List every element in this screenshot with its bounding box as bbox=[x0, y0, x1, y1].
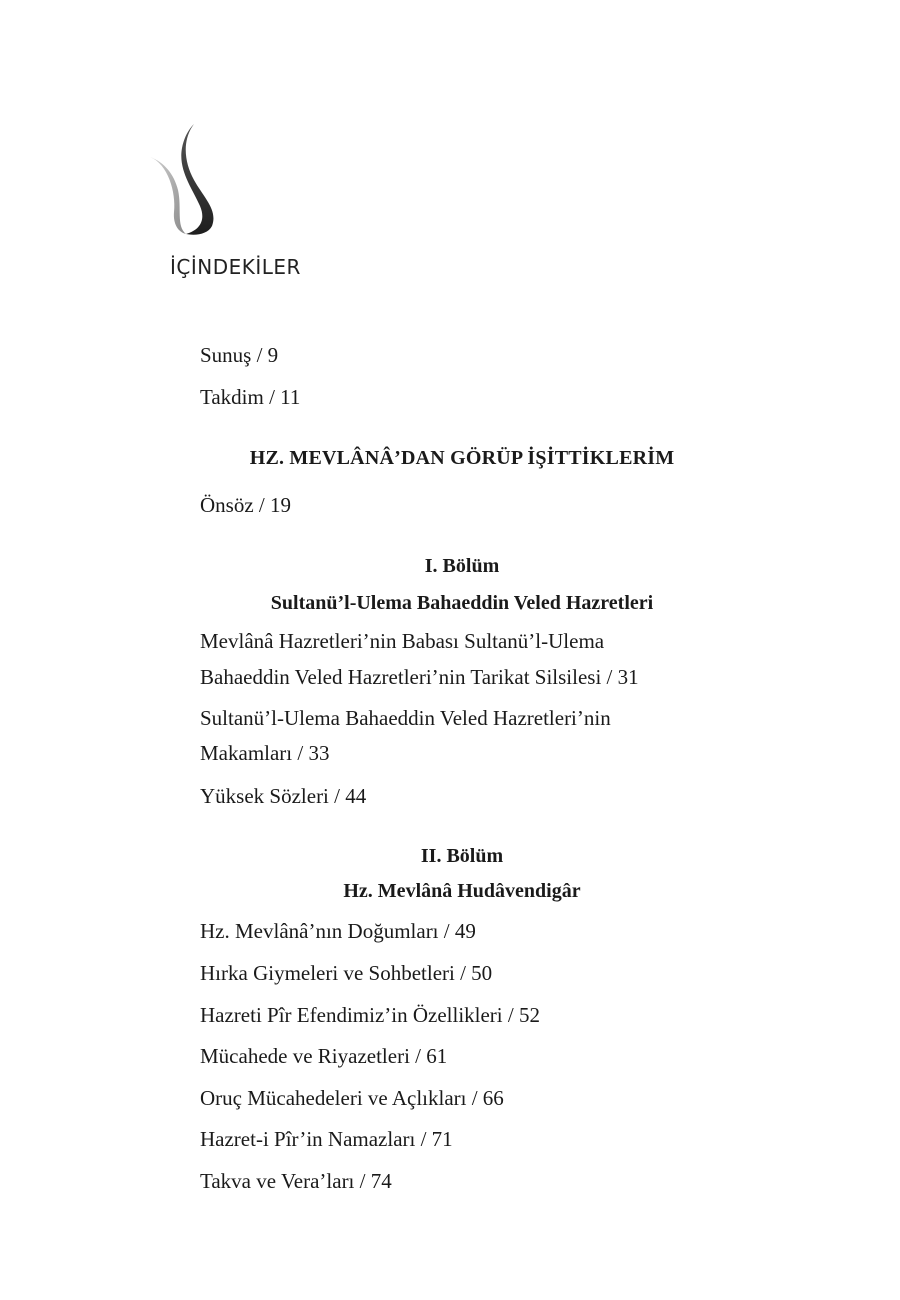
toc-entry: Hz. Mevlânâ’nın Doğumları / 49 bbox=[200, 919, 476, 943]
toc-entry-takdim: Takdim / 11 bbox=[200, 385, 301, 409]
chapter-1-label: I. Bölüm bbox=[424, 555, 500, 577]
chapter-1-title: Sultanü’l-Ulema Bahaeddin Veled Hazretleri bbox=[270, 592, 654, 614]
chapter-2-title: Hz. Mevlânâ Hudâvendigâr bbox=[343, 880, 581, 902]
toc-entry: Makamları / 33 bbox=[200, 741, 330, 765]
toc-entry: Mevlânâ Hazretleri’nin Babası Sultanü’l-Ulema bbox=[200, 629, 605, 653]
page-title: İÇİNDEKİLER bbox=[170, 255, 301, 279]
toc-entry: Takva ve Vera’ları / 74 bbox=[200, 1169, 392, 1193]
toc-entry: Bahaeddin Veled Hazretleri’nin Tarikat Silsilesi / 31 bbox=[200, 665, 639, 689]
toc-entry: Hırka Giymeleri ve Sohbetleri / 50 bbox=[200, 961, 493, 985]
toc-entry: Sultanü’l-Ulema Bahaeddin Veled Hazretleri’nin bbox=[200, 706, 611, 730]
toc-entry-sunus: Sunuş / 9 bbox=[200, 343, 279, 367]
part-title: HZ. MEVLÂNÂ’DAN GÖRÜP İŞİTTİKLERİM bbox=[249, 447, 675, 469]
logo-mark bbox=[148, 122, 228, 237]
toc-entry: Yüksek Sözleri / 44 bbox=[200, 784, 367, 808]
toc-entry: Hazreti Pîr Efendimiz’in Özellikleri / 52 bbox=[200, 1003, 540, 1027]
toc-entry: Oruç Mücahedeleri ve Açlıkları / 66 bbox=[200, 1086, 504, 1110]
chapter-2-label: II. Bölüm bbox=[420, 845, 504, 867]
toc-entry-onsoz: Önsöz / 19 bbox=[200, 493, 291, 517]
toc-entry: Mücahede ve Riyazetleri / 61 bbox=[200, 1044, 448, 1068]
toc-entry: Hazret-i Pîr’in Namazları / 71 bbox=[200, 1127, 453, 1151]
